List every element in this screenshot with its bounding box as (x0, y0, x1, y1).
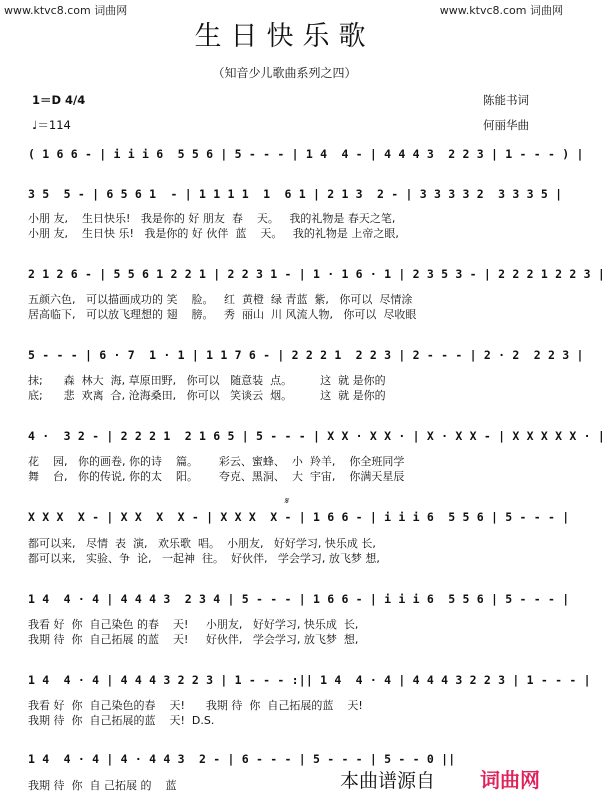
score-row-2-notes: 3 5 5 - | 6 5 6 1 - | 1 1 1 1 1 6 1 | 2 1 3 2 - | 3 3 3 3 2 3 3 3 5 | (28, 187, 563, 201)
score-row-7-notes: 1 4 4 · 4 | 4 4 4 3 2 3 4 | 5 - - - | 1 6 6 - | i i i 6 5 5 6 | 5 - - - | (28, 592, 570, 606)
song-title: 生日快乐歌 (194, 21, 375, 52)
watermark-right: www.ktvc8.com 词曲网 (439, 4, 563, 17)
key-signature: 1＝D 4/4 (32, 93, 86, 107)
score-row-3-lyric-1: 五颜六色, 可以描画成功的 笑 脸。 红 黄橙 绿 青蓝 紫, 你可以 尽情涂 (28, 293, 413, 306)
song-subtitle: （知音少儿歌曲系列之四） (212, 66, 357, 80)
score-row-4-notes: 5 - - - | 6 · 7 1 · 1 | 1 1 7 6 - | 2 2 2 1 2 2 3 | 2 - - - | 2 · 2 2 2 3 | (28, 348, 584, 362)
footer-brand-text: 本曲谱源自 (340, 770, 436, 792)
composer-credit: 何丽华曲 (483, 118, 529, 132)
score-row-4-lyric-1: 抹; 森 林大 海, 草原田野, 你可以 随意装 点。 这 就 是你的 (28, 374, 386, 387)
score-row-8-lyric-2: 我期 待 你 自己拓展的蓝 天! D.S. (28, 714, 215, 727)
score-row-8-notes: 1 4 4 · 4 | 4 4 4 3 2 2 3 | 1 - - - :|| 1 4 4 · 4 | 4 4 4 3 2 2 3 | 1 - - - | (28, 673, 591, 687)
score-row-3-lyric-2: 居高临下, 可以放飞理想的 翅 膀。 秀 丽山 川 风流人物, 你可以 尽收眼 (28, 308, 417, 321)
score-row-5-lyric-2: 舞 台, 你的传说, 你的太 阳。 夸克、黑洞、 大 宇宙, 你满天星辰 (28, 470, 405, 483)
score-row-4-lyric-2: 底; 悲 欢离 合, 沧海桑田, 你可以 笑谈云 烟。 这 就 是你的 (28, 389, 386, 402)
score-row-2-lyric-1: 小朋 友, 生日快乐! 我是你的 好 朋友 春 天。 我的礼物是 春天之笔, (28, 212, 396, 225)
score-row-5-lyric-1: 花 园, 你的画卷, 你的诗 篇。 彩云、蜜蜂、 小 羚羊, 你全班同学 (28, 455, 405, 468)
watermark-left: www.ktvc8.com 词曲网 (4, 4, 128, 17)
score-row-2-lyric-2: 小朋 友, 生日快 乐! 我是你的 好 伙伴 蓝 天。 我的礼物是 上帝之眼, (28, 227, 399, 240)
segno-mark: 𝄋 (284, 496, 289, 507)
score-row-1-notes: ( 1 6 6 - | i i i 6 5 5 6 | 5 - - - | 1 4 4 - | 4 4 4 3 2 2 3 | 1 - - - ) | (28, 147, 584, 161)
score-row-7-lyric-2: 我期 待 你 自己拓展 的蓝 天! 好伙伴, 学会学习, 放飞梦 想, (28, 633, 359, 646)
score-row-9-notes: 1 4 4 · 4 | 4 · 4 4 3 2 - | 6 - - - | 5 - - - | 5 - - 0 || (28, 752, 456, 766)
tempo-marking: ♩＝114 (32, 118, 71, 132)
score-row-8-lyric-1: 我看 好 你 自己染色的春 天! 我期 待 你 自己拓展的蓝 天! (28, 699, 363, 712)
score-row-6-lyric-1: 都可以来, 尽情 表 演, 欢乐歌 唱。 小朋友, 好好学习, 快乐成 长, (28, 537, 376, 550)
footer-site-logo: 词曲网 (480, 768, 540, 792)
score-row-5-notes: 4 · 3 2 - | 2 2 2 1 2 1 6 5 | 5 - - - | X X · X X · | X · X X - | X X X X X · | (28, 429, 605, 443)
score-row-6-lyric-2: 都可以来, 实验、争 论, 一起神 往。 好伙伴, 学会学习, 放飞梦 想, (28, 552, 380, 565)
score-row-6-notes: X X X X - | X X X X - | X X X X - | 1 6 6 - | i i i 6 5 5 6 | 5 - - - | (28, 510, 570, 524)
score-row-7-lyric-1: 我看 好 你 自己染色 的春 天! 小朋友, 好好学习, 快乐成 长, (28, 618, 359, 631)
score-row-3-notes: 2 1 2 6 - | 5 5 6 1 2 2 1 | 2 2 3 1 - | 1 · 1 6 · 1 | 2 3 5 3 - | 2 2 2 1 2 2 3 | (28, 267, 605, 281)
score-row-9-lyric-1: 我期 待 你 自 己拓展 的 蓝 (28, 779, 177, 792)
lyricist-credit: 陈能书词 (483, 93, 529, 107)
